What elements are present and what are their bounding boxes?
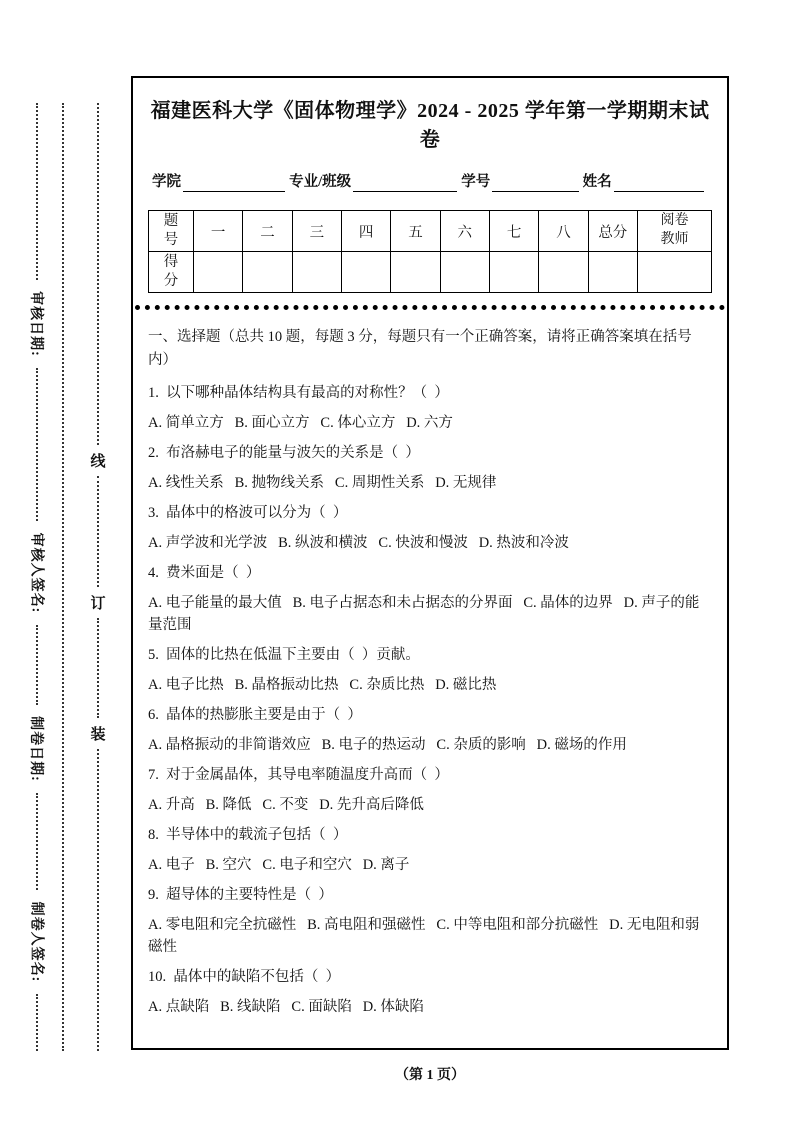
score-table-column-header: 七 <box>489 211 538 252</box>
question-text: 2. 布洛赫电子的能量与波矢的关系是（ ） <box>148 445 420 461</box>
score-cell-empty <box>292 252 341 293</box>
exam-title: 福建医科大学《固体物理学》2024 - 2025 学年第一学期期末试卷 <box>150 100 710 151</box>
left-margin-audit-column <box>22 103 52 1051</box>
dotted-line-segment <box>36 625 38 705</box>
dotted-line-segment <box>36 793 38 890</box>
review-date-label: 审核日期: <box>28 290 44 357</box>
question-block <box>148 382 712 434</box>
question-options: A. 简单立方 B. 面心立方 C. 体心立方 D. 六方 <box>148 415 453 431</box>
score-table-column-header: 三 <box>292 211 341 252</box>
question-block <box>148 764 712 816</box>
binding-char: 线 <box>90 454 106 470</box>
binding-line <box>86 103 110 1051</box>
college-blank-line <box>183 172 285 192</box>
score-row-label: 得分 <box>149 252 194 293</box>
name-field-label: 姓名 <box>582 174 612 190</box>
question-block <box>148 966 712 1018</box>
major-class-blank-line <box>353 172 457 192</box>
score-table <box>148 210 712 293</box>
score-table-column-header: 五 <box>391 211 440 252</box>
questions-section <box>148 326 712 1018</box>
score-table-column-header: 一 <box>194 211 243 252</box>
name-blank-line <box>614 172 704 192</box>
question-text: 3. 晶体中的格波可以分为（ ） <box>148 505 348 521</box>
question-options: A. 点缺陷 B. 线缺陷 C. 面缺陷 D. 体缺陷 <box>148 999 424 1015</box>
question-block <box>148 884 712 958</box>
page-number-footer: （第 1 页） <box>395 1068 465 1083</box>
major-class-field-label: 专业/班级 <box>289 174 352 190</box>
score-cell-empty <box>391 252 440 293</box>
score-cell-empty <box>194 252 243 293</box>
question-options: A. 声学波和光学波 B. 纵波和横波 C. 快波和慢波 D. 热波和冷波 <box>148 535 569 551</box>
score-table-score-row <box>149 252 712 293</box>
question-block <box>148 824 712 876</box>
question-text: 8. 半导体中的载流子包括（ ） <box>148 827 348 843</box>
dotted-line-segment <box>36 368 38 522</box>
score-cell-empty <box>489 252 538 293</box>
question-text: 4. 费米面是（ ） <box>148 565 261 581</box>
question-options: A. 晶格振动的非简谐效应 B. 电子的热运动 C. 杂质的影响 D. 磁场的作用 <box>148 737 627 753</box>
reviewer-signature-label: 审核人签名: <box>28 533 44 614</box>
question-block <box>148 704 712 756</box>
question-text: 6. 晶体的热膨胀主要是由于（ ） <box>148 707 362 723</box>
score-table-column-header: 二 <box>243 211 292 252</box>
dotted-line-segment <box>97 749 99 1051</box>
grader-column-header: 阅卷 教师 <box>638 211 712 252</box>
score-cell-empty <box>588 252 637 293</box>
question-block <box>148 502 712 554</box>
question-text: 9. 超导体的主要特性是（ ） <box>148 887 333 903</box>
question-block <box>148 562 712 636</box>
dotted-line-segment <box>97 476 99 587</box>
question-options: A. 升高 B. 降低 C. 不变 D. 先升高后降低 <box>148 797 424 813</box>
score-table-column-header: 总分 <box>588 211 637 252</box>
student-id-field-label: 学号 <box>461 174 491 190</box>
student-info-line <box>148 172 712 192</box>
student-id-blank-line <box>492 172 578 192</box>
dotted-line-segment <box>97 618 99 719</box>
dotted-line-segment <box>97 103 99 445</box>
question-block <box>148 442 712 494</box>
question-block <box>148 644 712 696</box>
question-options: A. 电子能量的最大值 B. 电子占据态和未占据态的分界面 C. 晶体的边界 D. 声子的能量范围 <box>148 595 700 633</box>
dotted-separator <box>135 305 725 310</box>
paper-date-label: 制卷日期: <box>28 716 44 783</box>
score-table-column-header: 八 <box>539 211 588 252</box>
binding-char: 订 <box>90 595 106 612</box>
exam-sheet <box>131 76 729 1050</box>
score-table-column-header: 六 <box>440 211 489 252</box>
question-options: A. 零电阻和完全抗磁性 B. 高电阻和强磁性 C. 中等电阻和部分抗磁性 D. 无电阻和弱磁性 <box>148 917 700 955</box>
dotted-line-segment <box>36 994 38 1051</box>
score-cell-empty <box>243 252 292 293</box>
score-cell-empty <box>638 252 712 293</box>
question-options: A. 电子 B. 空穴 C. 电子和空穴 D. 离子 <box>148 857 410 873</box>
question-text: 7. 对于金属晶体，其导电率随温度升高而（ ） <box>148 767 449 783</box>
dotted-line <box>62 103 64 1051</box>
score-table-column-header: 四 <box>341 211 390 252</box>
section-heading: 一、选择题（总共 10 题，每题 3 分，每题只有一个正确答案，请将正确答案填在括号内） <box>148 329 692 368</box>
score-cell-empty <box>341 252 390 293</box>
score-table-header-row <box>149 211 712 252</box>
score-cell-empty <box>539 252 588 293</box>
college-field-label: 学院 <box>152 174 181 190</box>
question-options: A. 电子比热 B. 晶格振动比热 C. 杂质比热 D. 磁比热 <box>148 677 497 693</box>
question-text: 10. 晶体中的缺陷不包括（ ） <box>148 969 341 985</box>
dotted-line-segment <box>36 103 38 280</box>
question-options: A. 线性关系 B. 抛物线关系 C. 周期性关系 D. 无规律 <box>148 475 497 491</box>
question-text: 1. 以下哪种晶体结构具有最高的对称性？（ ） <box>148 385 449 401</box>
binding-char: 装 <box>90 727 106 744</box>
score-cell-empty <box>440 252 489 293</box>
question-number-row-label: 题号 <box>149 211 194 252</box>
paper-maker-signature-label: 制卷人签名: <box>28 901 44 983</box>
question-text: 5. 固体的比热在低温下主要由（ ）贡献。 <box>148 647 420 663</box>
